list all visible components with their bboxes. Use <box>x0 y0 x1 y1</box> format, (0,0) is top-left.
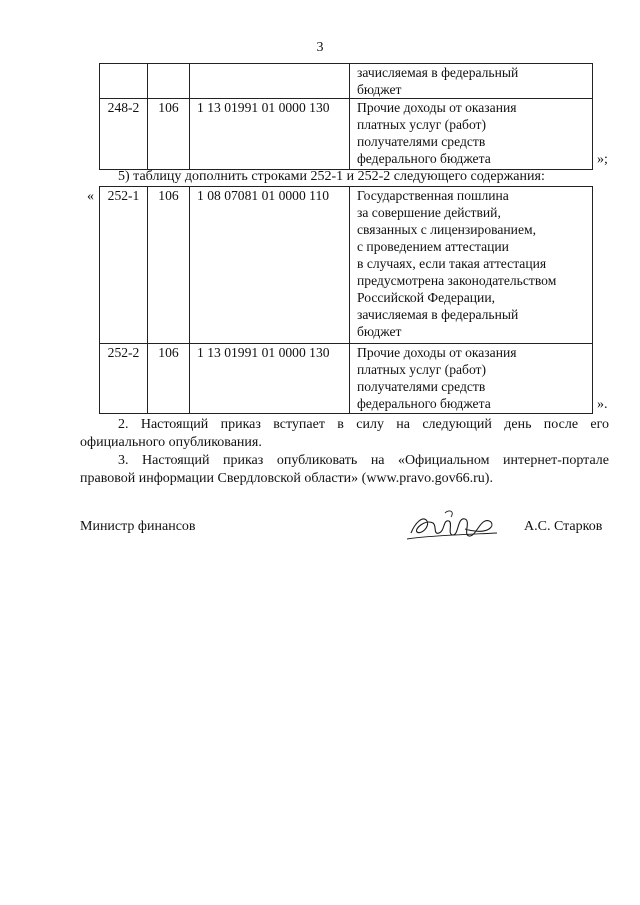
description-line: платных услуг (работ) <box>357 117 487 132</box>
description-cell <box>350 344 593 414</box>
revenue-table-top <box>99 63 593 170</box>
revenue-table-bottom <box>99 186 593 414</box>
description-line: предусмотрена законодательством <box>357 273 557 288</box>
description-line: платных услуг (работ) <box>357 362 487 377</box>
description-line: с проведением аттестации <box>357 239 509 254</box>
description-line: Государственная пошлина <box>357 188 509 203</box>
description-line: зачисляемая в федеральный <box>357 65 519 80</box>
admin-code-cell <box>148 64 190 99</box>
item-5-text: 5) таблицу дополнить строками 252-1 и 252-2 следующего содержания: <box>118 169 545 184</box>
page-number: 3 <box>316 40 324 55</box>
description-line: в случаях, если такая аттестация <box>357 256 547 271</box>
paragraph-2 <box>80 416 609 452</box>
description-line: получателями средств <box>357 379 486 394</box>
description-line: федерального бюджета <box>357 151 491 166</box>
table-row <box>100 344 593 414</box>
description-cell <box>350 99 593 170</box>
closing-quote-bottom: ». <box>597 397 608 412</box>
description-line: связанных с лицензированием, <box>357 222 536 237</box>
paragraph-3 <box>80 452 609 488</box>
kbk-code-cell: 1 13 01991 01 0000 130 <box>190 99 350 170</box>
description-line: бюджет <box>357 324 402 339</box>
row-number-cell: 252-1 <box>100 187 148 344</box>
description-line: федерального бюджета <box>357 396 491 411</box>
kbk-code-cell: 1 13 01991 01 0000 130 <box>190 344 350 414</box>
signatory-name: А.С. Старков <box>524 519 603 534</box>
description-line: Прочие доходы от оказания <box>357 100 517 115</box>
row-number-cell: 252-2 <box>100 344 148 414</box>
description-line: зачисляемая в федеральный <box>357 307 519 322</box>
description-line: Прочие доходы от оказания <box>357 345 517 360</box>
row-number-cell <box>100 64 148 99</box>
table-row <box>100 187 593 344</box>
paragraph-line: 2. Настоящий приказ вступает в силу на следующий день после его <box>118 417 609 432</box>
description-line: за совершение действий, <box>357 205 501 220</box>
admin-code-cell: 106 <box>148 344 190 414</box>
kbk-code-cell: 1 08 07081 01 0000 110 <box>190 187 350 344</box>
row-number-cell: 248-2 <box>100 99 148 170</box>
table-row <box>100 64 593 99</box>
admin-code-cell: 106 <box>148 187 190 344</box>
handwritten-signature <box>405 505 500 545</box>
description-cell <box>350 64 593 99</box>
paragraph-line: официального опубликования. <box>80 435 262 450</box>
closing-quote-top: »; <box>597 152 608 167</box>
description-cell <box>350 187 593 344</box>
paragraph-line: правовой информации Свердловской области» (www.pravo.gov66.ru). <box>80 471 493 486</box>
description-line: Российской Федерации, <box>357 290 495 305</box>
description-line: получателями средств <box>357 134 486 149</box>
admin-code-cell: 106 <box>148 99 190 170</box>
paragraph-line: 3. Настоящий приказ опубликовать на «Официальном интернет-портале <box>118 453 609 468</box>
signatory-position: Министр финансов <box>80 519 196 534</box>
opening-quote: « <box>87 189 94 204</box>
description-line: бюджет <box>357 82 402 97</box>
table-row <box>100 99 593 170</box>
kbk-code-cell <box>190 64 350 99</box>
